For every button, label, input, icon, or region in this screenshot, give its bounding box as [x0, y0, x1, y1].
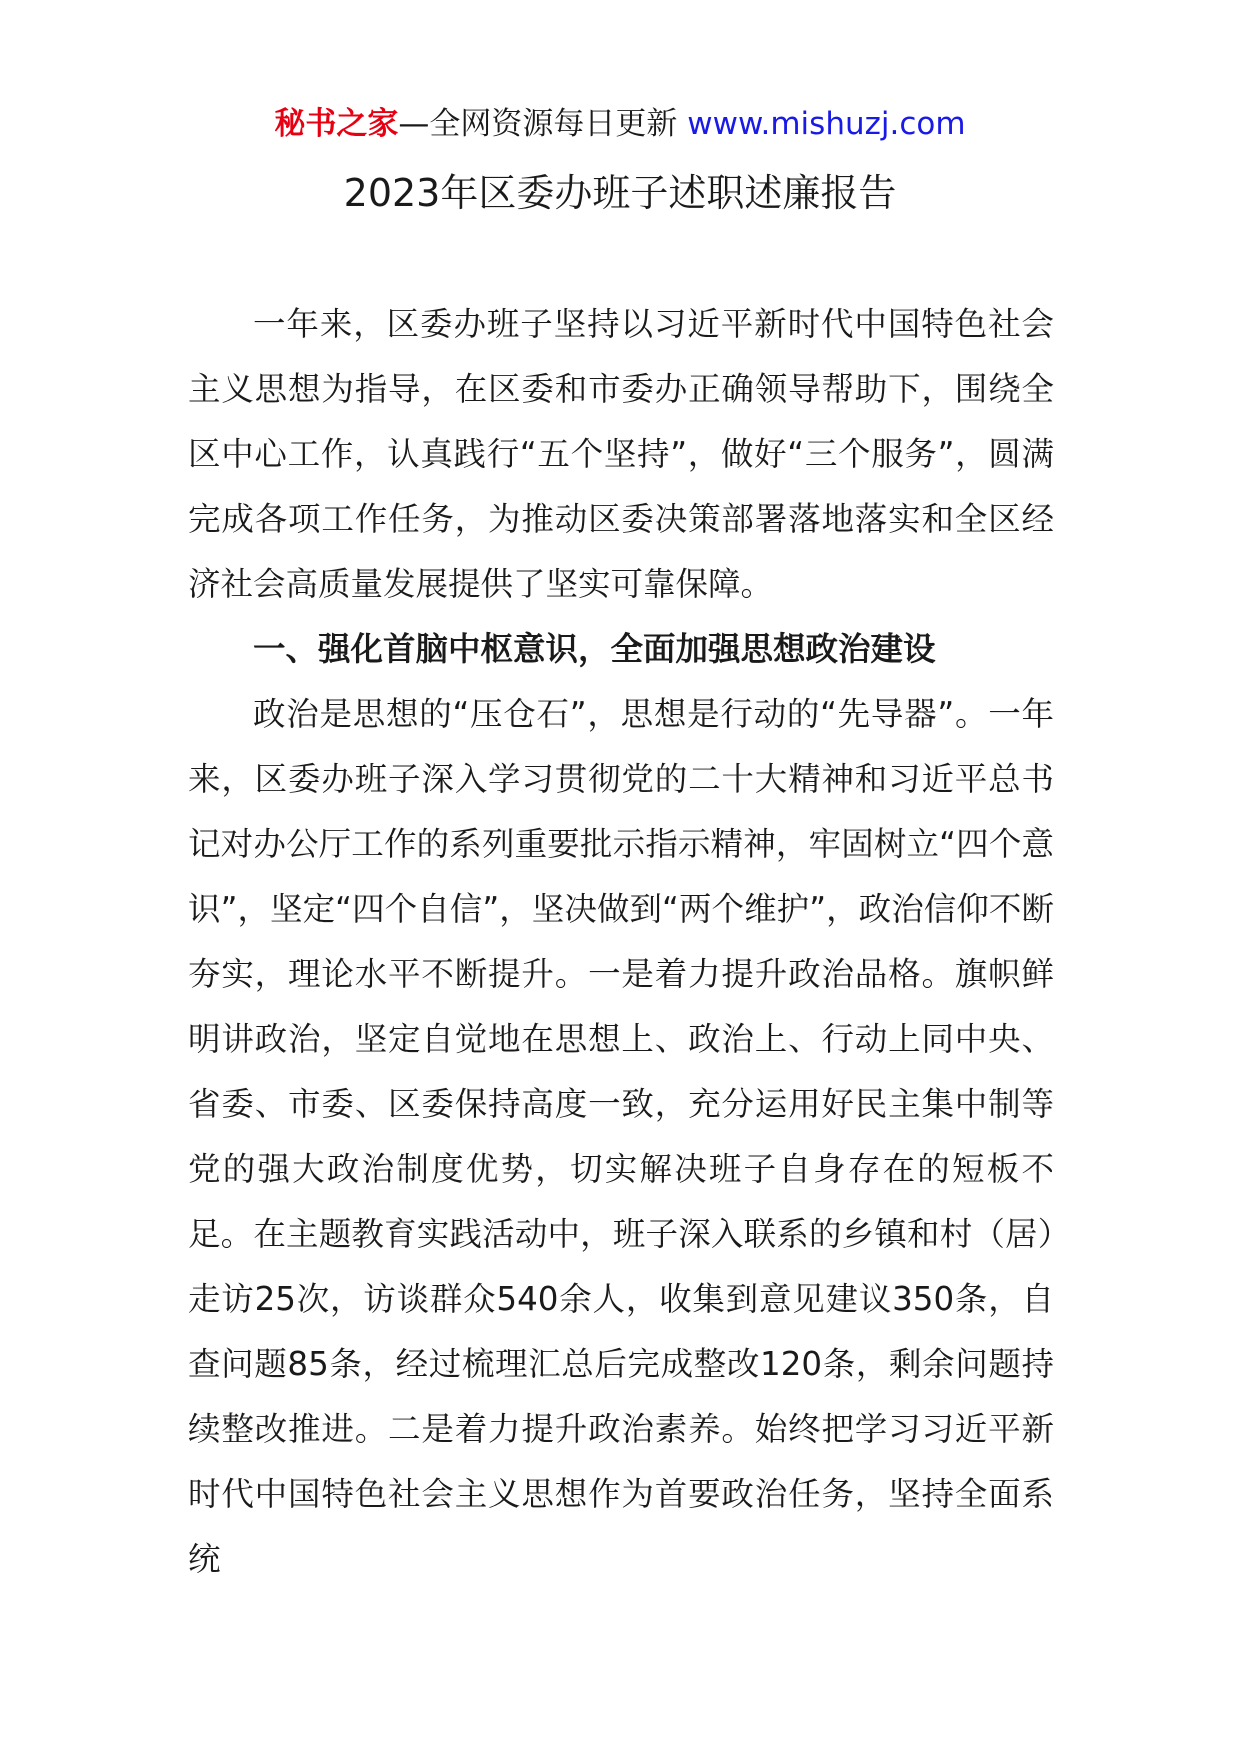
site-tagline: —全网资源每日更新	[398, 106, 688, 142]
document-body	[188, 292, 1054, 1592]
brand-name: 秘书之家	[274, 106, 399, 142]
site-url-link[interactable]: www.mishuzj.com	[687, 106, 966, 142]
site-header	[0, 104, 1240, 144]
document-title: 2023年区委办班子述职述廉报告	[343, 171, 897, 215]
intro-paragraph: 一年来，区委办班子坚持以习近平新时代中国特色社会主义思想为指导，在区委和市委办正确领导帮助下，围绕全区中心工作，认真践行“五个坚持”，做好“三个服务”，圆满完成各项工作任务，为推动区委决策部署落地落实和全区经济社会高质量发展提供了坚实可靠保障。	[188, 305, 1054, 603]
section-heading: 一、强化首脑中枢意识，全面加强思想政治建设	[253, 630, 936, 668]
body-paragraph: 政治是思想的“压仓石”，思想是行动的“先导器”。一年来，区委办班子深入学习贯彻党的二十大精神和习近平总书记对办公厅工作的系列重要批示指示精神，牢固树立“四个意识”，坚定“四个自信”，坚决做到“两个维护”，政治信仰不断夯实，理论水平不断提升。一是着力提升政治品格。旗帜鲜明讲政治，坚定自觉地在思想上、政治上、行动上同中央、省委、市委、区委保持高度一致，充分运用好民主集中制等党的强大政治制度优势，切实解决班子自身存在的短板不足。在主题教育实践活动中，班子深入联系的乡镇和村（居）走访25次，访谈群众540余人，收集到意见建议350条，自查问题85条，经过梳理汇总后完成整改120条，剩余问题持续整改推进。二是着力提升政治素养。始终把学习习近平新时代中国特色社会主义思想作为首要政治任务，坚持全面系统	[188, 695, 1054, 1578]
